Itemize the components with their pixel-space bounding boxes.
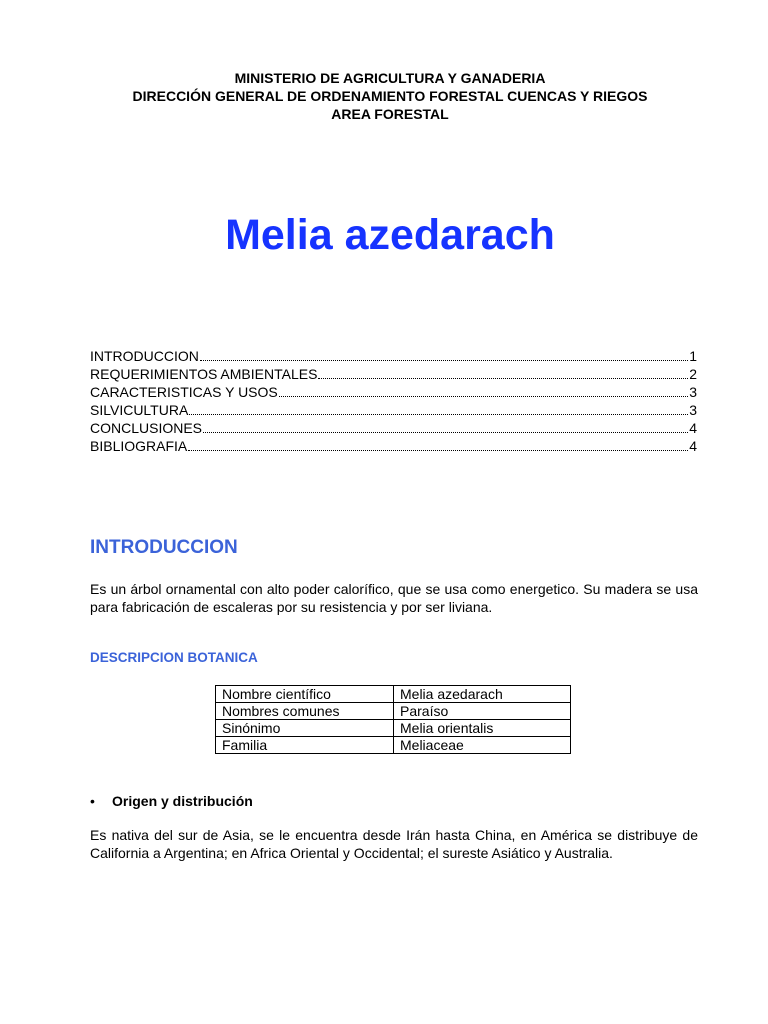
toc-entry-requerimientos[interactable]: [90, 365, 697, 383]
table-cell-value: Paraíso: [394, 703, 571, 720]
toc-entry-page: 3: [689, 384, 697, 400]
toc-entry-page: 2: [689, 366, 697, 382]
toc-entry-label: SILVICULTURA: [90, 402, 189, 418]
toc-entry-page: 4: [689, 438, 697, 454]
toc-leader-dots: [203, 421, 688, 433]
table-cell-key: Nombre científico: [216, 686, 394, 703]
intro-paragraph: Es un árbol ornamental con alto poder calorífico, que se usa como energetico. Su madera se usa para fabricación de escaleras por su resistencia y por ser liviana.: [90, 581, 698, 615]
table-row: [216, 720, 571, 737]
table-cell-value: Meliaceae: [394, 737, 571, 754]
origen-bullet-heading: [90, 792, 253, 810]
table-cell-value: Melia orientalis: [394, 720, 571, 737]
toc-entry-conclusiones[interactable]: [90, 419, 697, 437]
toc-leader-dots: [188, 439, 688, 451]
toc-entry-caracteristicas[interactable]: [90, 383, 697, 401]
toc-entry-label: INTRODUCCION: [90, 348, 199, 364]
toc-leader-dots: [189, 403, 688, 415]
table-row: [216, 686, 571, 703]
toc-entry-label: CARACTERISTICAS Y USOS: [90, 384, 278, 400]
document-title: Melia azedarach: [225, 211, 555, 259]
toc-leader-dots: [279, 385, 688, 397]
table-row: [216, 737, 571, 754]
table-cell-key: Nombres comunes: [216, 703, 394, 720]
table-row: [216, 703, 571, 720]
table-of-contents: [90, 347, 697, 455]
toc-leader-dots: [200, 349, 688, 361]
origen-heading: Origen y distribución: [112, 793, 253, 809]
toc-entry-label: CONCLUSIONES: [90, 420, 203, 436]
section-heading-introduccion: INTRODUCCION: [90, 537, 238, 558]
table-cell-value: Melia azedarach: [394, 686, 571, 703]
toc-entry-silvicultura[interactable]: [90, 401, 697, 419]
toc-entry-label: BIBLIOGRAFIA: [90, 438, 188, 454]
header-area: AREA FORESTAL: [331, 106, 449, 122]
bullet-icon: •: [90, 793, 95, 809]
table-cell-key: Sinónimo: [216, 720, 394, 737]
toc-entry-introduccion[interactable]: [90, 347, 697, 365]
header-direction: DIRECCIÓN GENERAL DE ORDENAMIENTO FORESTAL CUENCAS Y RIEGOS: [132, 88, 648, 104]
origen-paragraph: Es nativa del sur de Asia, se le encuentra desde Irán hasta China, en América se distribuye de California a Argentina; en Africa Oriental y Occidental; el sureste Asiático y Australia.: [90, 827, 698, 861]
toc-entry-bibliografia[interactable]: [90, 437, 697, 455]
toc-entry-page: 1: [689, 348, 697, 364]
header-ministry: MINISTERIO DE AGRICULTURA Y GANADERIA: [234, 70, 546, 86]
botanical-description-table: [215, 685, 571, 754]
toc-entry-label: REQUERIMIENTOS AMBIENTALES: [90, 366, 318, 382]
subsection-heading-descripcion-botanica: DESCRIPCION BOTANICA: [90, 650, 258, 665]
toc-entry-page: 3: [689, 402, 697, 418]
toc-leader-dots: [318, 367, 688, 379]
toc-entry-page: 4: [689, 420, 697, 436]
document-header: [0, 69, 768, 123]
table-cell-key: Familia: [216, 737, 394, 754]
